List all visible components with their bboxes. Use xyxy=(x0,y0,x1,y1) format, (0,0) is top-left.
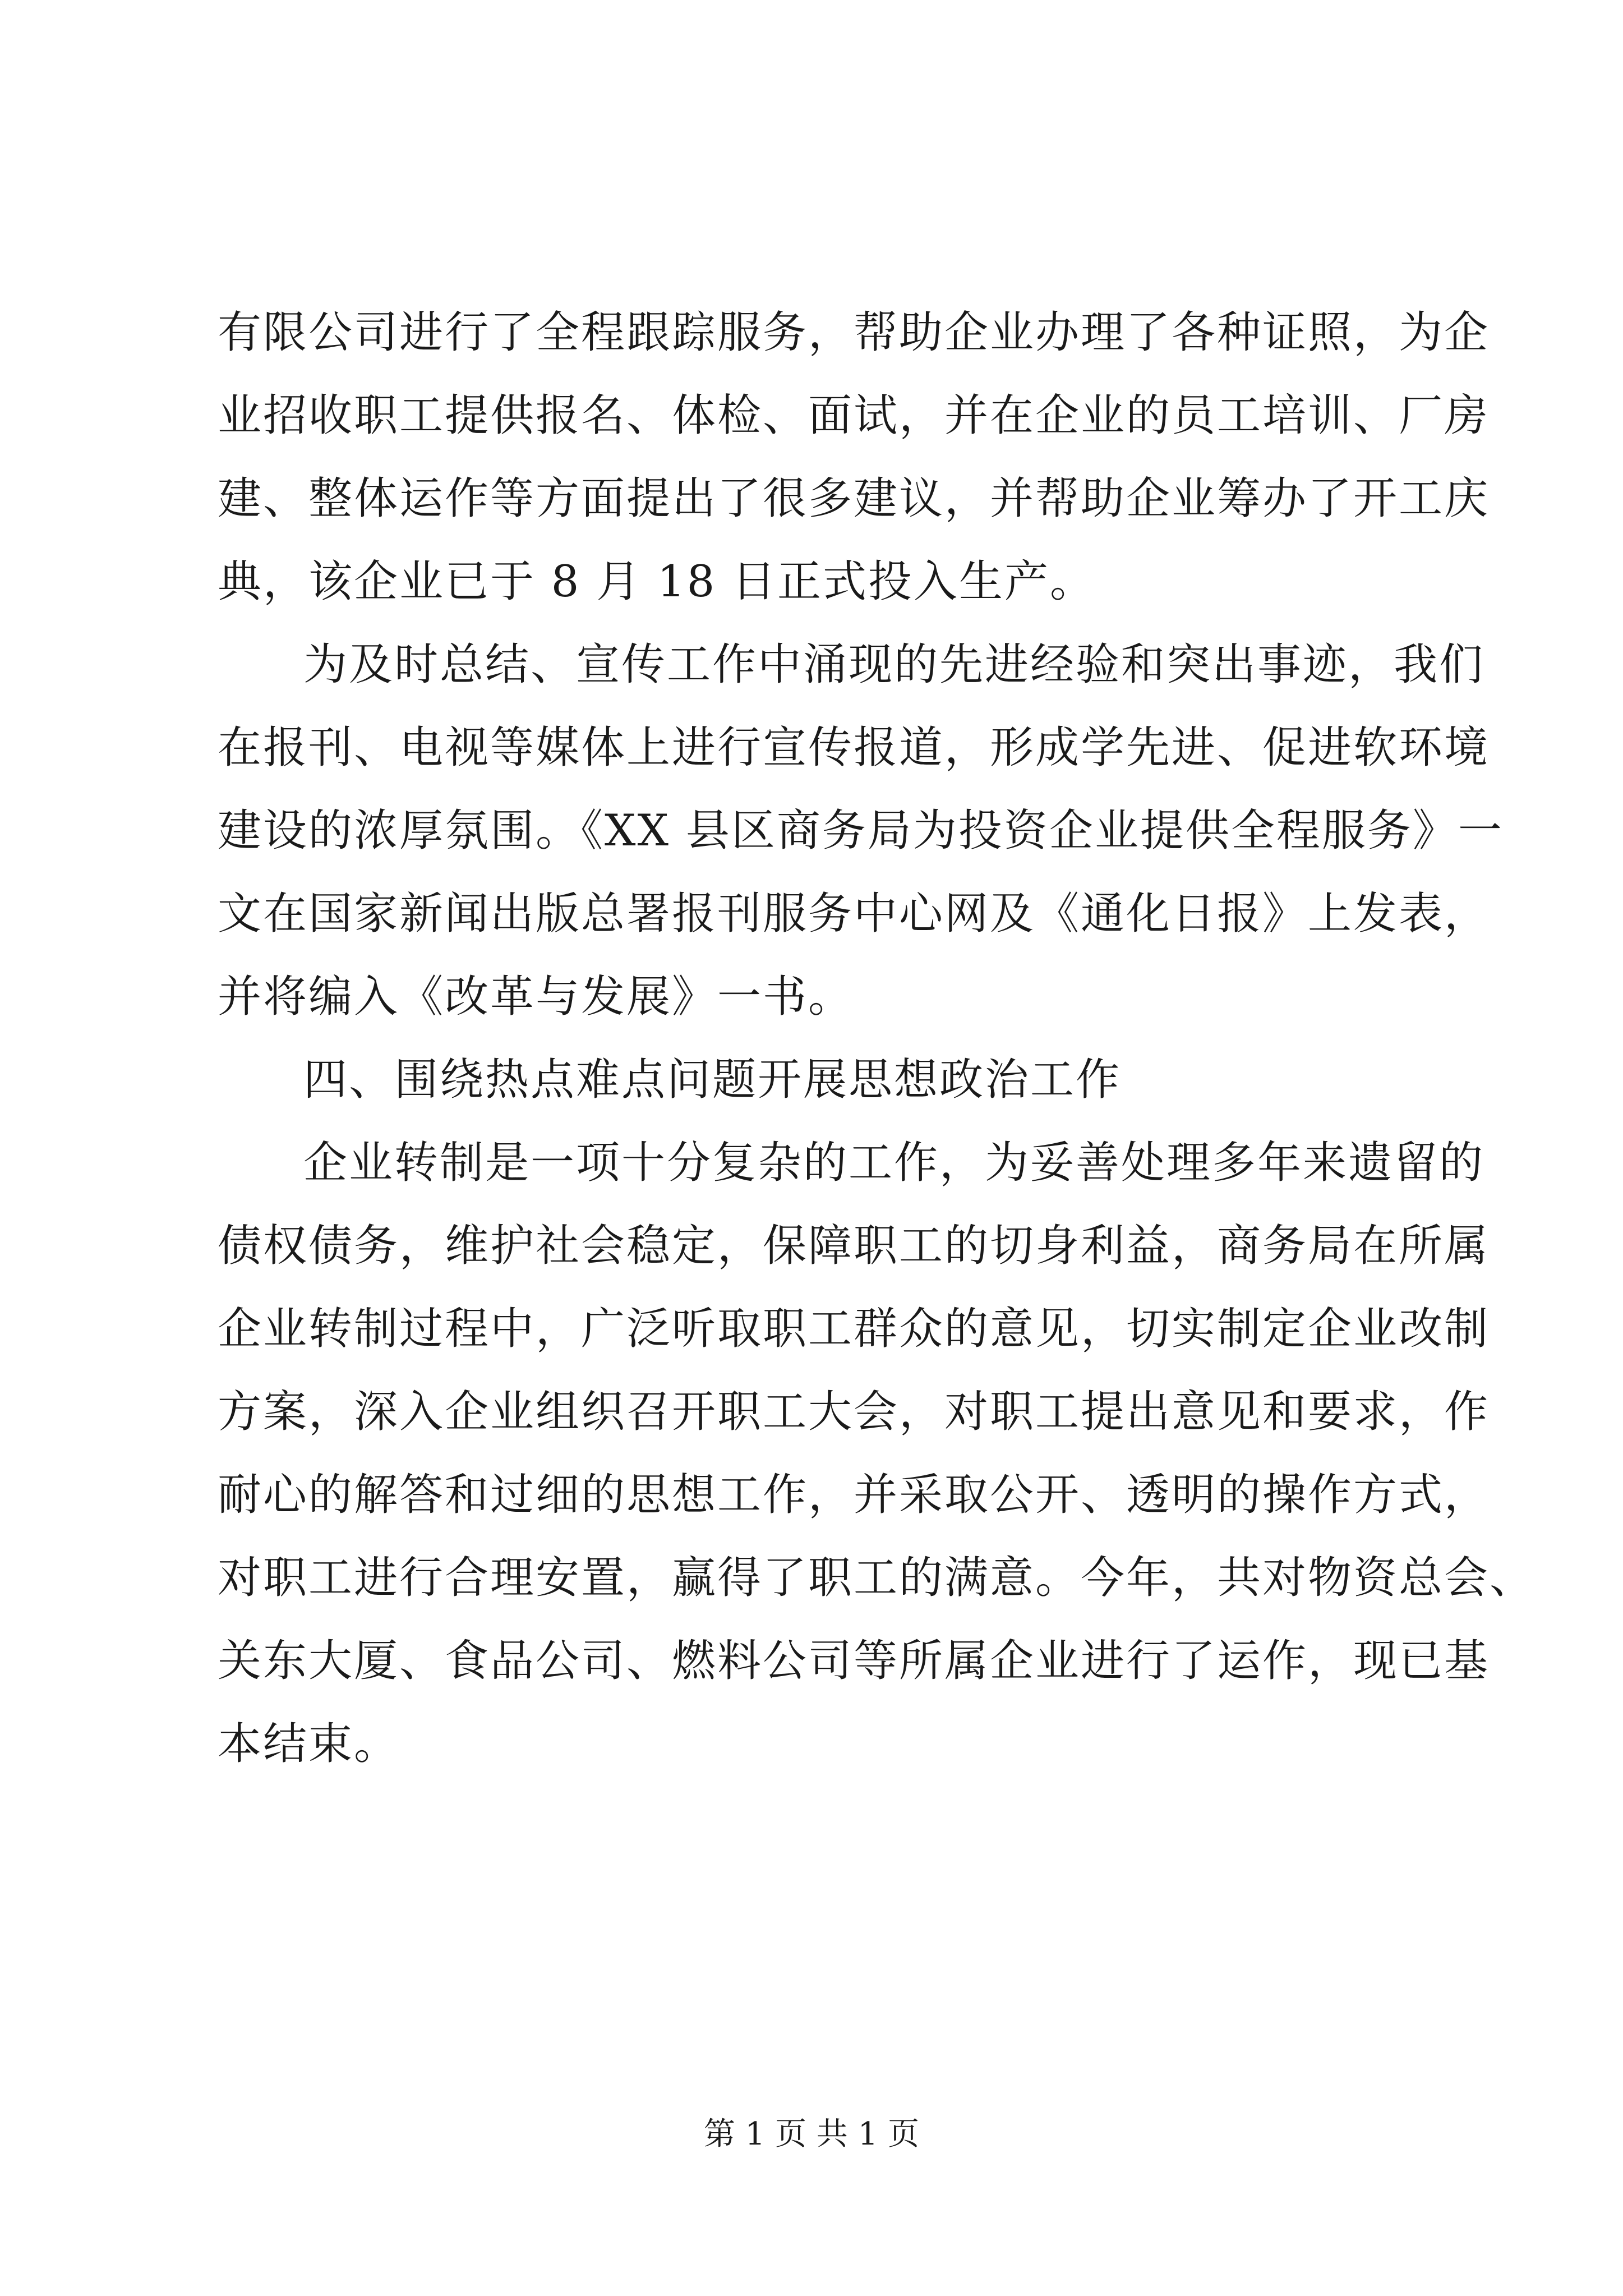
text-line: 业招收职工提供报名、体检、面试，并在企业的员工培训、厂房 xyxy=(218,390,1490,441)
text-line: 耐心的解答和过细的思想工作，并采取公开、透明的操作方式， xyxy=(218,1470,1490,1520)
text-line: 企业转制是一项十分复杂的工作，为妥善处理多年来遗留的 xyxy=(303,1138,1485,1188)
text-line: 企业转制过程中，广泛听取职工群众的意见，切实制定企业改制 xyxy=(218,1304,1490,1354)
section-heading: 四、围绕热点难点问题开展思想政治工作 xyxy=(303,1055,1122,1105)
text-line: 有限公司进行了全程跟踪服务，帮助企业办理了各种证照，为企 xyxy=(218,307,1490,358)
text-line: 建、整体运作等方面提出了很多建议，并帮助企业筹办了开工庆 xyxy=(218,473,1490,524)
text-line: 建设的浓厚氛围。《XX 县区商务局为投资企业提供全程服务》一 xyxy=(218,806,1504,856)
text-line: 本结束。 xyxy=(218,1719,400,1769)
text-line: 并将编入《改革与发展》一书。 xyxy=(218,972,854,1022)
text-line: 关东大厦、食品公司、燃料公司等所属企业进行了运作，现已基 xyxy=(218,1636,1490,1686)
text-line: 对职工进行合理安置，赢得了职工的满意。今年，共对物资总会、 xyxy=(218,1553,1536,1603)
text-line: 为及时总结、宣传工作中涌现的先进经验和突出事迹，我们 xyxy=(303,639,1485,690)
text-line: 在报刊、电视等媒体上进行宣传报道，形成学先进、促进软环境 xyxy=(218,723,1490,773)
text-line: 典，该企业已于 8 月 18 日正式投入生产。 xyxy=(218,556,1096,607)
text-line: 文在国家新闻出版总署报刊服务中心网及《通化日报》上发表， xyxy=(218,889,1490,939)
text-line: 方案，深入企业组织召开职工大会，对职工提出意见和要求，作 xyxy=(218,1387,1490,1437)
page-number-footer: 第 1 页 共 1 页 xyxy=(703,2116,920,2152)
text-line: 债权债务，维护社会稳定，保障职工的切身利益，商务局在所属 xyxy=(218,1221,1490,1271)
